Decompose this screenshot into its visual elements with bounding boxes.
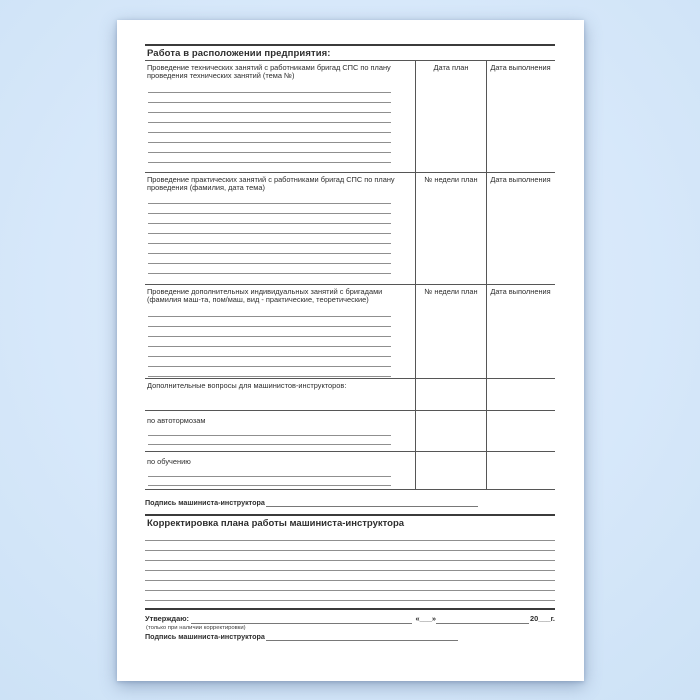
done-cell-empty [487, 379, 554, 411]
done-column-header: Дата выполнения [490, 287, 551, 296]
ruled-line [148, 317, 391, 327]
activity-text: Проведение практических занятий с работниками бригад СПС по плану проведения (фамилия, дата тема) [147, 174, 395, 192]
ruled-line [148, 357, 391, 367]
done-cell-empty [487, 452, 554, 490]
ruled-line [145, 571, 555, 581]
instructor-signature-label: Подпись машиниста-инструктора [145, 631, 265, 641]
activity-text: Дополнительные вопросы для машинистов-инструкторов: [147, 380, 347, 390]
ruled-lines-group [145, 531, 555, 608]
ruled-line [148, 83, 391, 93]
activity-cell [145, 173, 416, 285]
ruled-line [148, 477, 391, 486]
plan-cell-empty [416, 411, 487, 451]
instructor-signature-label: Подпись машиниста-инструктора [145, 498, 265, 507]
done-cell-empty [487, 411, 554, 451]
ruled-line [148, 103, 391, 113]
date-day-quotes: «___» [415, 614, 437, 623]
form-content [145, 44, 555, 641]
table-row [145, 379, 555, 412]
instructor-signature-row-footer [145, 633, 458, 641]
year-text: 20___г. [530, 614, 555, 623]
activity-text: по обучению [147, 456, 191, 466]
ruled-line [148, 194, 391, 204]
ruled-line [145, 581, 555, 591]
table-row [145, 173, 555, 286]
plan-cell-empty [416, 452, 487, 490]
work-plan-table [145, 60, 555, 490]
activity-cell [145, 61, 416, 172]
ruled-line [148, 337, 391, 347]
ruled-lines-group [147, 468, 409, 486]
ruled-line [148, 113, 391, 123]
ruled-line [145, 541, 555, 551]
plan-column-header: № недели план [416, 285, 487, 378]
activity-text: Проведение технических занятий с работниками бригад СПС по плану проведения технических занятий (тема №) [147, 63, 391, 81]
ruled-line [148, 367, 391, 377]
approve-label: Утверждаю: [145, 614, 190, 623]
ruled-line [145, 591, 555, 601]
ruled-line [148, 214, 391, 224]
activity-cell [145, 285, 416, 378]
ruled-lines-group [147, 427, 409, 445]
section-title-plan-correction: Корректировка плана работы машиниста-инструктора [147, 518, 405, 529]
plan-cell-empty [416, 379, 487, 411]
ruled-line [148, 234, 391, 244]
activity-cell [145, 379, 416, 411]
table-row [145, 452, 555, 491]
ruled-line [148, 224, 391, 234]
plan-column-header: Дата план [416, 61, 487, 172]
approve-blank-line [191, 616, 412, 624]
ruled-line [145, 531, 555, 541]
ruled-line [148, 436, 391, 445]
approval-row [145, 615, 555, 624]
ruled-line [148, 307, 391, 317]
ruled-line [148, 153, 391, 163]
activity-cell [145, 411, 416, 451]
done-column-header: Дата выполнения [490, 174, 551, 184]
ruled-line [148, 204, 391, 214]
ruled-line [148, 133, 391, 143]
ruled-lines-group [147, 83, 409, 163]
ruled-line [145, 551, 555, 561]
ruled-line [148, 254, 391, 264]
ruled-line [148, 264, 391, 274]
plan-column-header: № недели план [416, 173, 487, 285]
section-title-enterprise-work: Работа в расположении предприятия: [145, 44, 555, 60]
ruled-line [145, 561, 555, 571]
date-month-blank-line [436, 616, 529, 624]
signature-blank-line [266, 499, 478, 507]
ruled-line [148, 327, 391, 337]
ruled-lines-group [147, 194, 409, 274]
paper-sheet [117, 20, 584, 681]
ruled-line [148, 427, 391, 436]
activity-text: Проведение дополнительных индивидуальных занятий с бригадами (фамилия маш-та, пом/маш, вид - практические, теоретические) [147, 287, 383, 305]
activity-cell [145, 452, 416, 490]
ruled-line [148, 244, 391, 254]
table-row [145, 411, 555, 452]
ruled-lines-group [147, 307, 409, 377]
instructor-signature-row [145, 499, 478, 507]
ruled-line [148, 123, 391, 133]
table-row [145, 285, 555, 379]
ruled-line [148, 468, 391, 477]
done-column-header: Дата выполнения [490, 63, 551, 72]
signature-blank-line [266, 633, 458, 641]
ruled-line [148, 93, 391, 103]
ruled-line [148, 347, 391, 357]
activity-text: по автотормозам [147, 416, 206, 425]
table-row [145, 61, 555, 173]
plan-correction-section [145, 514, 555, 610]
correction-note: (только при наличии корректировки) [146, 624, 246, 631]
ruled-line [148, 143, 391, 153]
